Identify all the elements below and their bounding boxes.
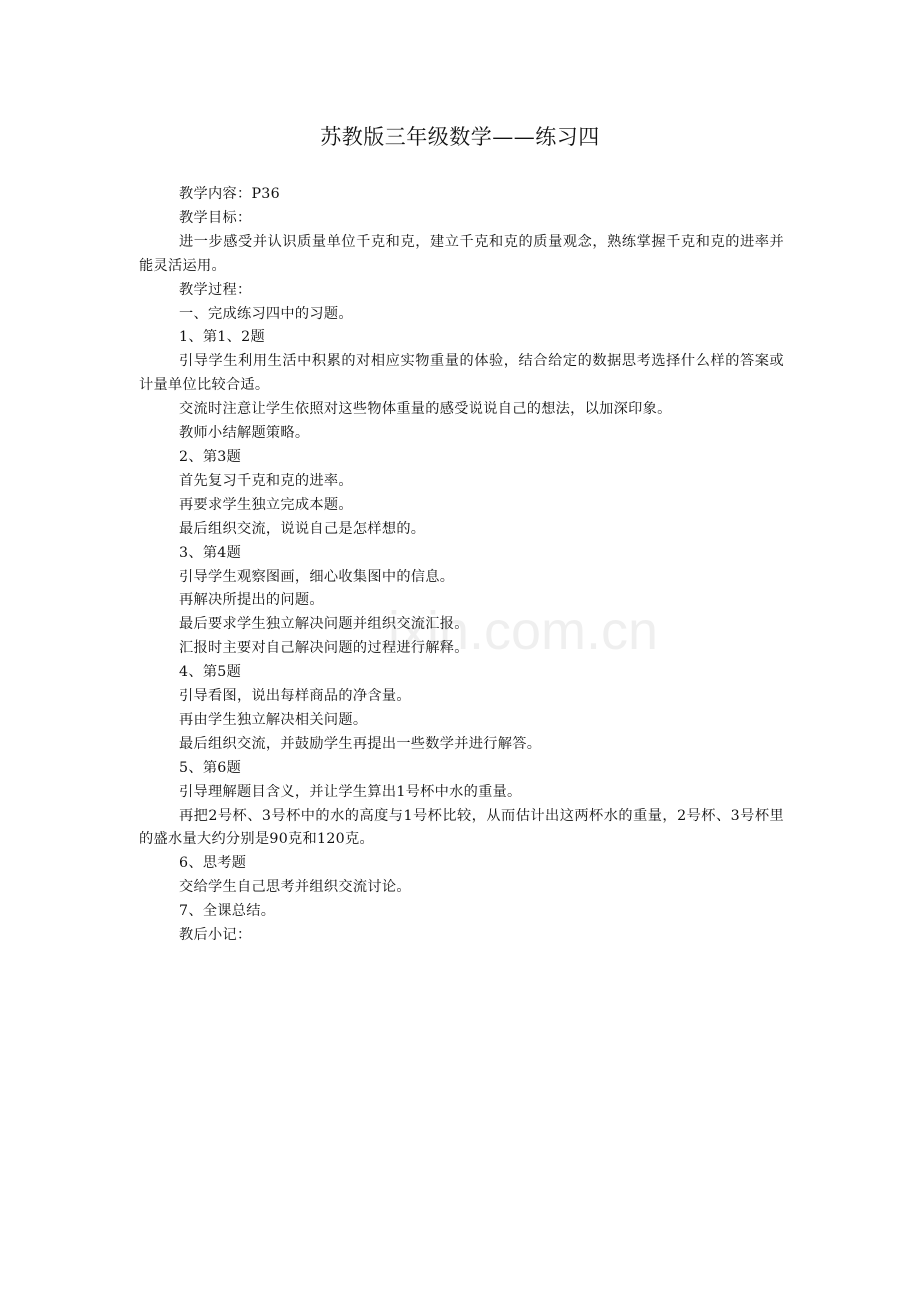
paragraph-item-1-heading: 1、第1、2题	[179, 329, 265, 346]
paragraph-item-3-text-a: 引导学生观察图画，细心收集图中的信息。	[179, 568, 455, 585]
paragraph-item-1-text-b: 交流时注意让学生依照对这些物体重量的感受说说自己的想法，以加深印象。	[179, 401, 672, 418]
paragraph-teaching-goals: 进一步感受并认识质量单位千克和克，建立千克和克的质量观念，熟练掌握千克和克的进率并能灵活运用。	[139, 233, 784, 274]
paragraph-item-2-text-c: 最后组织交流，说说自己是怎样想的。	[179, 520, 426, 537]
paragraph-item-6-heading: 6、思考题	[179, 855, 247, 872]
paragraph-item-3-text-b: 再解决所提出的问题。	[179, 592, 324, 609]
paragraph-teaching-content: 教学内容：P36	[179, 186, 280, 202]
paragraph-item-4-heading: 4、第5题	[179, 664, 242, 681]
paragraph-item-5-heading: 5、第6题	[179, 759, 242, 776]
paragraph-item-4-text-c: 最后组织交流，并鼓励学生再提出一些数学并进行解答。	[179, 735, 542, 752]
paragraph-item-3-text-d: 汇报时主要对自己解决问题的过程进行解释。	[179, 640, 469, 657]
paragraph-item-3-heading: 3、第4题	[179, 544, 242, 561]
paragraph-item-1-text-c: 教师小结解题策略。	[179, 425, 310, 442]
paragraph-item-6-text: 交给学生自己思考并组织交流讨论。	[179, 879, 411, 896]
paragraph-item-4-text-a: 引导看图，说出每样商品的净含量。	[179, 688, 411, 705]
paragraph-item-7: 7、全课总结。	[179, 903, 276, 920]
paragraph-item-5-text-a: 引导理解题目含义，并让学生算出1号杯中水的重量。	[179, 783, 522, 800]
paragraph-item-1-text-a: 引导学生利用生活中积累的对相应实物重量的体验，结合给定的数据思考选择什么样的答案或计量单位比较合适。	[139, 353, 784, 394]
paragraph-item-2-heading: 2、第3题	[179, 448, 242, 465]
paragraph-section-one: 一、完成练习四中的习题。	[179, 305, 353, 322]
paragraph-item-2-text-a: 首先复习千克和克的进率。	[179, 472, 353, 489]
paragraph-post-class-notes: 教后小记：	[179, 927, 252, 944]
paragraph-item-3-text-c: 最后要求学生独立解决问题并组织交流汇报。	[179, 616, 469, 633]
paragraph-item-4-text-b: 再由学生独立解决相关问题。	[179, 711, 368, 728]
paragraph-item-2-text-b: 再要求学生独立完成本题。	[179, 496, 353, 513]
watermark-text: ixin.com.cn	[388, 601, 659, 661]
paragraph-teaching-goals-heading: 教学目标：	[179, 209, 252, 226]
document-body	[139, 183, 784, 948]
document-title: 苏教版三年级数学——练习四	[320, 125, 600, 149]
paragraph-item-5-text-b: 再把2号杯、3号杯中的水的高度与1号杯比较，从而估计出这两杯水的重量，2号杯、3号杯里的盛水量大约分别是90克和120克。	[139, 807, 784, 848]
paragraph-teaching-process-heading: 教学过程：	[179, 281, 252, 298]
